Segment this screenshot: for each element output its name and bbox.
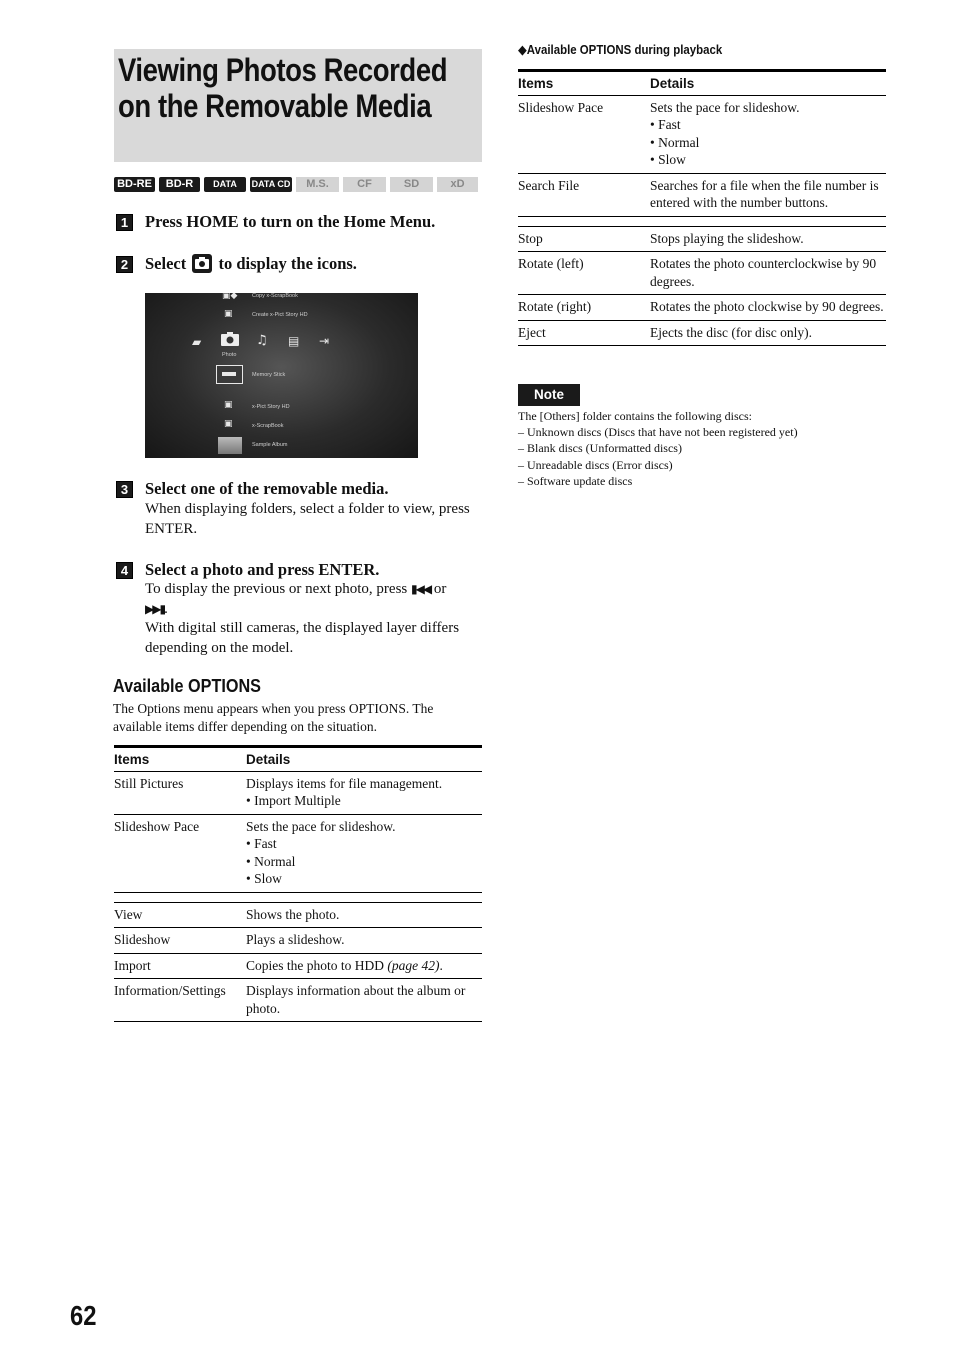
column-header-details: Details <box>650 71 886 96</box>
badge-bd-r: BD-R <box>159 177 200 192</box>
badge-data-dvd: DATA DVD <box>204 177 246 192</box>
table-gap-row <box>518 216 886 226</box>
toolbox-icon: ▰ <box>192 335 202 349</box>
table-row <box>114 953 482 979</box>
table-header-row <box>518 71 886 96</box>
note-label: Note <box>518 384 580 406</box>
note-line: – Blank discs (Unformatted discs) <box>518 441 682 456</box>
table-row <box>114 928 482 954</box>
item-cell: Search File <box>518 173 650 216</box>
step-1-title: Press HOME to turn on the Home Menu. <box>145 212 436 231</box>
available-options-intro: The Options menu appears when you press OPTIONS. The available items differ depending on the situation. <box>113 701 434 734</box>
details-cell: Rotates the photo counterclockwise by 90 degrees. <box>650 252 886 295</box>
step-3-title: Select one of the removable media. <box>145 479 389 498</box>
screen-item-label: Memory Stick <box>252 372 286 378</box>
note-line: The [Others] folder contains the following discs: <box>518 409 752 423</box>
step-4-body-mid: or <box>433 581 447 597</box>
media-badges <box>114 177 478 204</box>
table-row <box>518 252 886 295</box>
step-number-2: 2 <box>116 256 133 273</box>
item-cell: Eject <box>518 320 650 346</box>
camera-icon <box>192 254 212 273</box>
note-body <box>518 408 888 489</box>
details-cell <box>650 95 886 173</box>
page-title-line-2: on the Removable Media <box>118 88 432 124</box>
screen-category-label: Photo <box>222 352 237 358</box>
details-cell <box>246 771 482 814</box>
details-line: • Normal <box>650 134 700 150</box>
memory-stick-icon[interactable] <box>216 365 243 384</box>
step-4-title: Select a photo and press ENTER. <box>145 560 380 579</box>
details-punctuation: . <box>439 957 443 973</box>
badge-data-cd: DATA CD <box>250 177 292 192</box>
options-table <box>114 745 482 1022</box>
copy-scrapbook-icon: ▣◆ <box>222 293 238 301</box>
table-gap-row <box>114 892 482 902</box>
item-cell: Still Pictures <box>114 771 246 814</box>
badge-ms: M.S. <box>296 177 339 192</box>
details-line: Displays items for file management. <box>246 775 443 791</box>
note-line: – Unreadable discs (Error discs) <box>518 457 673 472</box>
details-line: • Import Multiple <box>246 793 341 808</box>
table-row <box>114 979 482 1022</box>
step-number-4: 4 <box>116 562 133 579</box>
item-cell: Rotate (left) <box>518 252 650 295</box>
table-row <box>114 771 482 814</box>
item-cell: Import <box>114 953 246 979</box>
page-reference-link[interactable]: (page 42) <box>387 957 440 973</box>
details-line: • Fast <box>650 117 681 132</box>
details-line: Copies the photo to HDD <box>246 957 384 973</box>
page-title-line-1: Viewing Photos Recorded <box>118 52 448 88</box>
table-row <box>518 320 886 346</box>
step-4-body <box>145 580 485 658</box>
video-icon: ▤ <box>288 334 300 348</box>
details-cell: Displays information about the album or photo. <box>246 979 482 1022</box>
details-line: Sets the pace for slideshow. <box>246 818 396 834</box>
column-header-details: Details <box>246 747 482 772</box>
step-number-1: 1 <box>116 214 133 231</box>
scrapbook-icon: ▣ <box>224 419 233 429</box>
table-header-row <box>114 747 482 772</box>
home-menu-screenshot <box>145 293 418 458</box>
step-4-body-post: . <box>164 600 168 617</box>
page-title <box>118 52 479 124</box>
badge-bd-re: BD-RE <box>114 177 155 192</box>
create-story-icon: ▣ <box>224 309 233 319</box>
item-cell: Rotate (right) <box>518 295 650 321</box>
album-thumbnail-icon <box>218 437 242 454</box>
details-line: • Normal <box>246 853 296 869</box>
details-cell: Ejects the disc (for disc only). <box>650 320 886 346</box>
playback-options-table <box>518 69 886 346</box>
table-row <box>518 173 886 216</box>
details-line: • Slow <box>246 871 282 886</box>
step-3-body: When displaying folders, select a folder to view, press ENTER. <box>145 501 470 537</box>
table-row <box>518 226 886 252</box>
item-cell: Slideshow <box>114 928 246 954</box>
previous-icon: ▮◀◀ <box>411 582 431 596</box>
story-icon: ▣ <box>224 400 233 410</box>
input-icon: ⇥ <box>319 334 330 348</box>
item-cell: Slideshow Pace <box>114 814 246 892</box>
photo-category-icon <box>220 331 240 345</box>
screen-item-label: x-Pict Story HD <box>252 404 290 410</box>
step-4-body-pre: To display the previous or next photo, press <box>145 581 408 597</box>
badge-xd: xD <box>437 177 478 192</box>
table-row <box>518 295 886 321</box>
details-cell <box>246 814 482 892</box>
table-row <box>114 902 482 928</box>
table-row <box>114 814 482 892</box>
playback-options-heading: ◆Available OPTIONS during playback <box>518 42 723 57</box>
badge-cf: CF <box>343 177 386 192</box>
item-cell: Information/Settings <box>114 979 246 1022</box>
step-4-body-2: With digital still cameras, the displayed layer differs depending on the model. <box>145 620 460 656</box>
step-2-title <box>145 254 357 274</box>
column-header-items: Items <box>114 747 246 772</box>
screen-item-label: x-ScrapBook <box>252 423 284 429</box>
note-line: – Software update discs <box>518 473 633 488</box>
column-header-items: Items <box>518 71 650 96</box>
note-line: – Unknown discs (Discs that have not been registered yet) <box>518 425 798 440</box>
next-icon: ▶▶▮ <box>145 601 165 616</box>
details-line: • Fast <box>246 836 277 851</box>
details-cell: Searches for a file when the file number is entered with the number buttons. <box>650 173 886 216</box>
details-cell: Shows the photo. <box>246 902 482 928</box>
item-cell: Stop <box>518 226 650 252</box>
step-2-title-post: to display the icons. <box>218 254 357 273</box>
step-number-3: 3 <box>116 481 133 498</box>
details-cell: Stops playing the slideshow. <box>650 226 886 252</box>
item-cell: View <box>114 902 246 928</box>
details-line: Sets the pace for slideshow. <box>650 99 800 115</box>
music-icon: ♫ <box>256 333 268 348</box>
screen-item-label: Copy x-ScrapBook <box>252 293 298 299</box>
page-number: 62 <box>70 1300 97 1331</box>
details-cell: Plays a slideshow. <box>246 928 482 954</box>
details-cell <box>246 953 482 979</box>
item-cell: Slideshow Pace <box>518 95 650 173</box>
screen-item-label: Sample Album <box>252 442 288 448</box>
step-2-title-pre: Select <box>145 254 187 273</box>
details-line: • Slow <box>650 152 686 167</box>
badge-sd: SD <box>390 177 433 192</box>
available-options-heading: Available OPTIONS <box>113 676 261 696</box>
details-cell: Rotates the photo clockwise by 90 degrees. <box>650 295 886 321</box>
table-row <box>518 95 886 173</box>
screen-item-label: Create x-Pict Story HD <box>252 312 308 318</box>
